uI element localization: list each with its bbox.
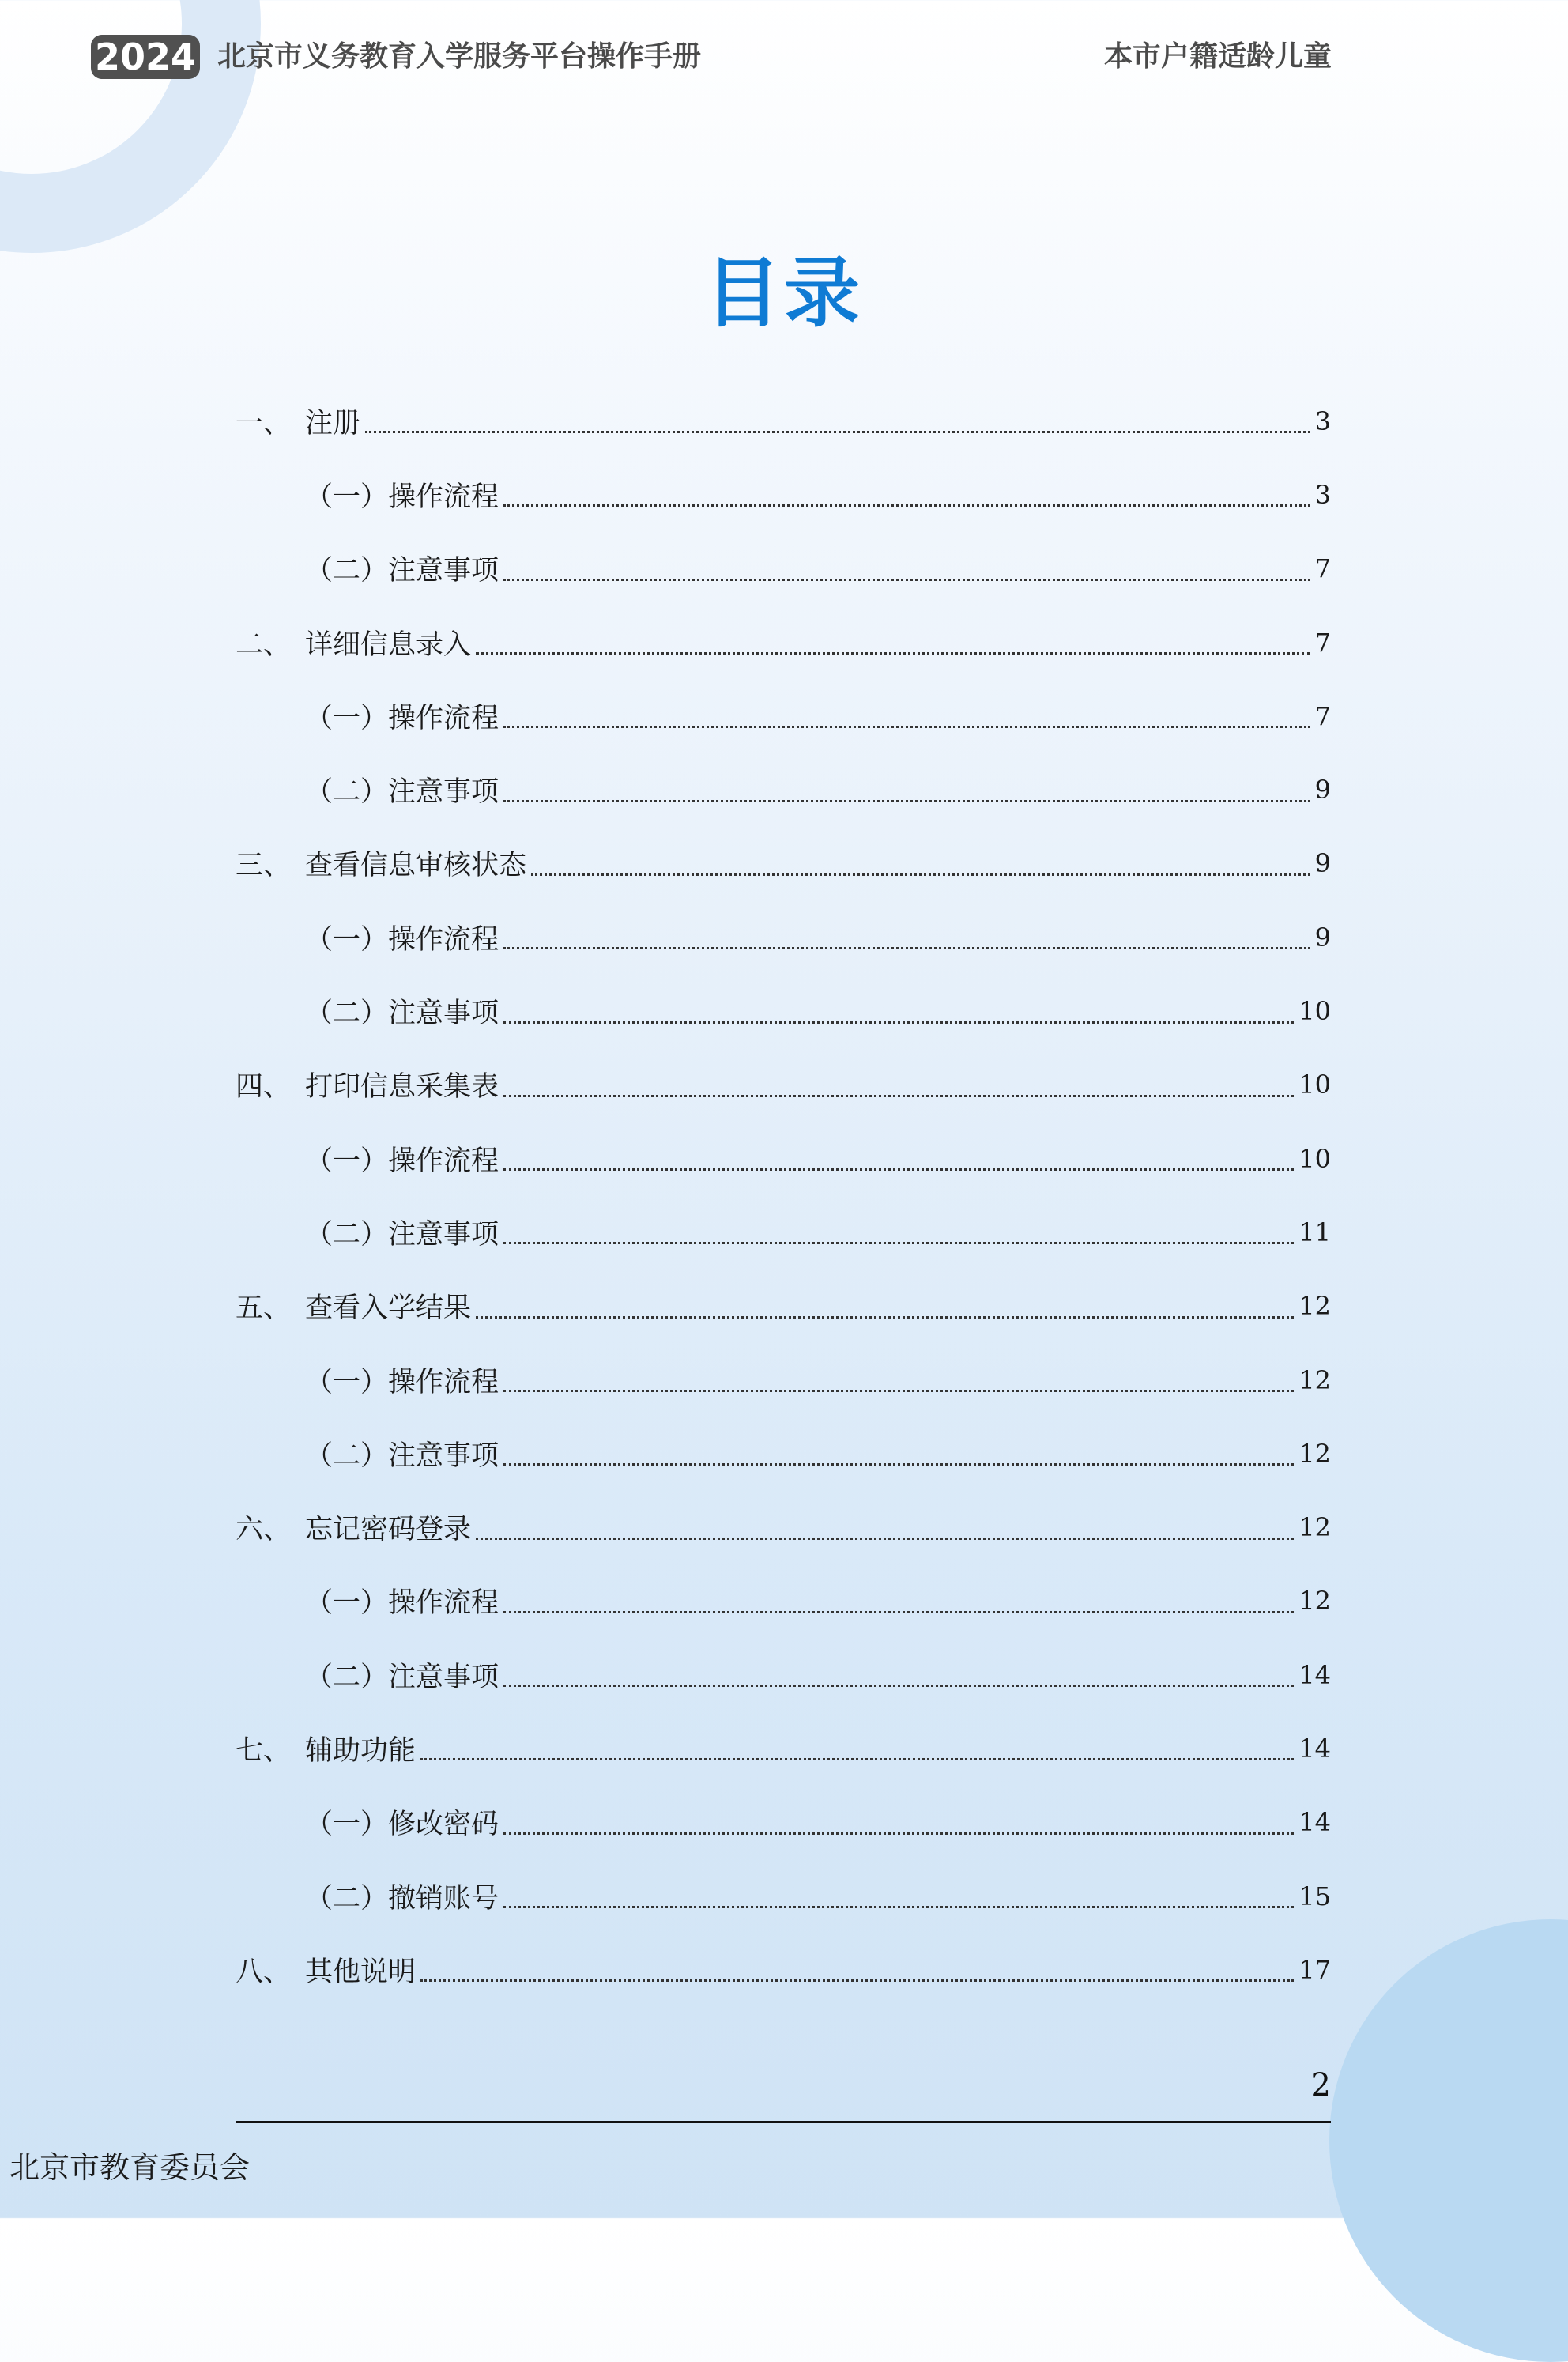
toc-dot-leader <box>420 1758 1294 1760</box>
toc-entry-number: 八、 <box>236 1956 292 1988</box>
toc-entry-page: 10 <box>1298 1143 1331 1174</box>
toc-entry-number: 七、 <box>236 1734 292 1767</box>
toc-entry-label: （一）操作流程 <box>305 702 499 734</box>
toc-entry-number: 二、 <box>236 628 292 661</box>
toc-entry-number: 五、 <box>236 1292 292 1325</box>
toc-dot-leader <box>503 1463 1294 1466</box>
toc-entry-label: （二）注意事项 <box>305 998 499 1030</box>
toc-entry-label: （一）操作流程 <box>305 1366 499 1398</box>
toc-entry-label: 注册 <box>305 407 361 440</box>
toc-entry[interactable] <box>236 384 1331 458</box>
toc-entry[interactable] <box>236 900 1331 974</box>
toc-dot-leader <box>531 873 1310 876</box>
toc-entry-page: 7 <box>1314 627 1331 658</box>
toc-entry[interactable] <box>236 1490 1331 1564</box>
toc-heading: 目录 <box>705 249 863 338</box>
toc-entry-label: 打印信息采集表 <box>305 1071 499 1104</box>
toc-entry-page: 10 <box>1298 996 1331 1027</box>
toc-entry-label: 忘记密码登录 <box>305 1514 472 1546</box>
toc-entry-page: 12 <box>1298 1364 1331 1395</box>
toc-dot-leader <box>503 947 1310 949</box>
toc-entry-number: 一、 <box>236 407 292 440</box>
toc-entry-label: （二）撤销账号 <box>305 1882 499 1915</box>
toc-dot-leader <box>503 1611 1294 1613</box>
toc-entry-page: 12 <box>1298 1291 1331 1322</box>
audience-label: 本市户籍适龄儿童 <box>1103 40 1332 73</box>
year-badge: 2024 <box>91 35 200 79</box>
toc-entry-page: 10 <box>1298 1070 1331 1100</box>
toc-entry-label: 辅助功能 <box>305 1734 416 1767</box>
toc-entry[interactable] <box>236 1122 1331 1195</box>
toc-dot-leader <box>503 1095 1294 1097</box>
toc-entry[interactable] <box>236 532 1331 606</box>
toc-entry-label: （一）修改密码 <box>305 1809 499 1841</box>
toc-entry-label: （一）操作流程 <box>305 481 499 513</box>
toc-entry-number: 六、 <box>236 1514 292 1546</box>
toc-entry[interactable] <box>236 458 1331 531</box>
toc-entry-page: 7 <box>1314 700 1331 731</box>
toc-entry-label: 详细信息录入 <box>305 628 472 661</box>
toc-dot-leader <box>503 1390 1294 1392</box>
toc-entry-page: 7 <box>1314 553 1331 584</box>
toc-entry-page: 9 <box>1314 775 1331 806</box>
toc-entry-label: （二）注意事项 <box>305 1439 499 1472</box>
toc-entry-label: （二）注意事项 <box>305 555 499 587</box>
toc-entry-label: （一）操作流程 <box>305 1145 499 1177</box>
toc-dot-leader <box>503 579 1310 581</box>
toc-dot-leader <box>476 652 1310 655</box>
toc-dot-leader <box>503 504 1310 507</box>
toc-entry-page: 3 <box>1314 479 1331 510</box>
toc-entry[interactable] <box>236 1786 1331 1859</box>
toc-entry[interactable] <box>236 679 1331 753</box>
toc-entry[interactable] <box>236 1859 1331 1933</box>
toc-dot-leader <box>503 1021 1294 1024</box>
toc-entry-label: （一）操作流程 <box>305 1587 499 1620</box>
toc-entry[interactable] <box>236 1638 1331 1711</box>
toc-entry[interactable] <box>236 1564 1331 1638</box>
table-of-contents <box>236 384 1331 2007</box>
toc-entry-page: 3 <box>1314 406 1331 436</box>
toc-entry-page: 14 <box>1298 1659 1331 1690</box>
toc-entry-page: 12 <box>1298 1586 1331 1617</box>
footer-divider <box>236 2121 1331 2123</box>
toc-entry[interactable] <box>236 1270 1331 1343</box>
toc-entry[interactable] <box>236 974 1331 1047</box>
toc-entry-label: 查看入学结果 <box>305 1292 472 1325</box>
toc-dot-leader <box>503 800 1310 802</box>
toc-entry-number: 三、 <box>236 850 292 882</box>
page-number: 2 <box>1310 2067 1331 2104</box>
toc-entry-label: （二）注意事项 <box>305 1661 499 1693</box>
toc-entry-number: 四、 <box>236 1071 292 1104</box>
toc-dot-leader <box>503 1242 1294 1244</box>
toc-entry[interactable] <box>236 1417 1331 1490</box>
toc-entry-page: 14 <box>1298 1807 1331 1838</box>
page-header <box>91 35 1332 79</box>
toc-entry-page: 17 <box>1298 1954 1331 1985</box>
toc-entry-label: （一）操作流程 <box>305 923 499 956</box>
toc-dot-leader <box>503 1685 1294 1687</box>
toc-entry-page: 12 <box>1298 1512 1331 1543</box>
toc-entry-page: 9 <box>1314 848 1331 879</box>
toc-entry-label: 查看信息审核状态 <box>305 850 527 882</box>
toc-entry[interactable] <box>236 1933 1331 2006</box>
decorative-circle <box>1329 1919 1568 2362</box>
toc-entry[interactable] <box>236 753 1331 826</box>
toc-entry-label: （二）注意事项 <box>305 1218 499 1251</box>
toc-dot-leader <box>503 1168 1294 1171</box>
manual-title: 北京市义务教育入学服务平台操作手册 <box>217 40 702 73</box>
toc-dot-leader <box>365 431 1310 433</box>
toc-entry[interactable] <box>236 1711 1331 1785</box>
toc-entry-page: 12 <box>1298 1438 1331 1469</box>
toc-entry[interactable] <box>236 1048 1331 1122</box>
toc-entry-label: （二）注意事项 <box>305 776 499 809</box>
toc-entry-page: 9 <box>1314 922 1331 953</box>
toc-dot-leader <box>476 1538 1294 1540</box>
toc-entry[interactable] <box>236 606 1331 679</box>
toc-entry-label: 其他说明 <box>305 1956 416 1988</box>
toc-dot-leader <box>503 1906 1294 1908</box>
toc-entry[interactable] <box>236 1343 1331 1417</box>
toc-dot-leader <box>476 1316 1294 1319</box>
toc-dot-leader <box>503 1832 1294 1835</box>
toc-entry-page: 11 <box>1298 1217 1331 1247</box>
toc-dot-leader <box>503 726 1310 728</box>
toc-entry-page: 14 <box>1298 1733 1331 1764</box>
footer-organization: 北京市教育委员会 <box>9 2150 251 2185</box>
toc-dot-leader <box>420 1979 1294 1982</box>
toc-entry[interactable] <box>236 827 1331 900</box>
toc-entry[interactable] <box>236 1195 1331 1269</box>
toc-entry-page: 15 <box>1298 1881 1331 1911</box>
